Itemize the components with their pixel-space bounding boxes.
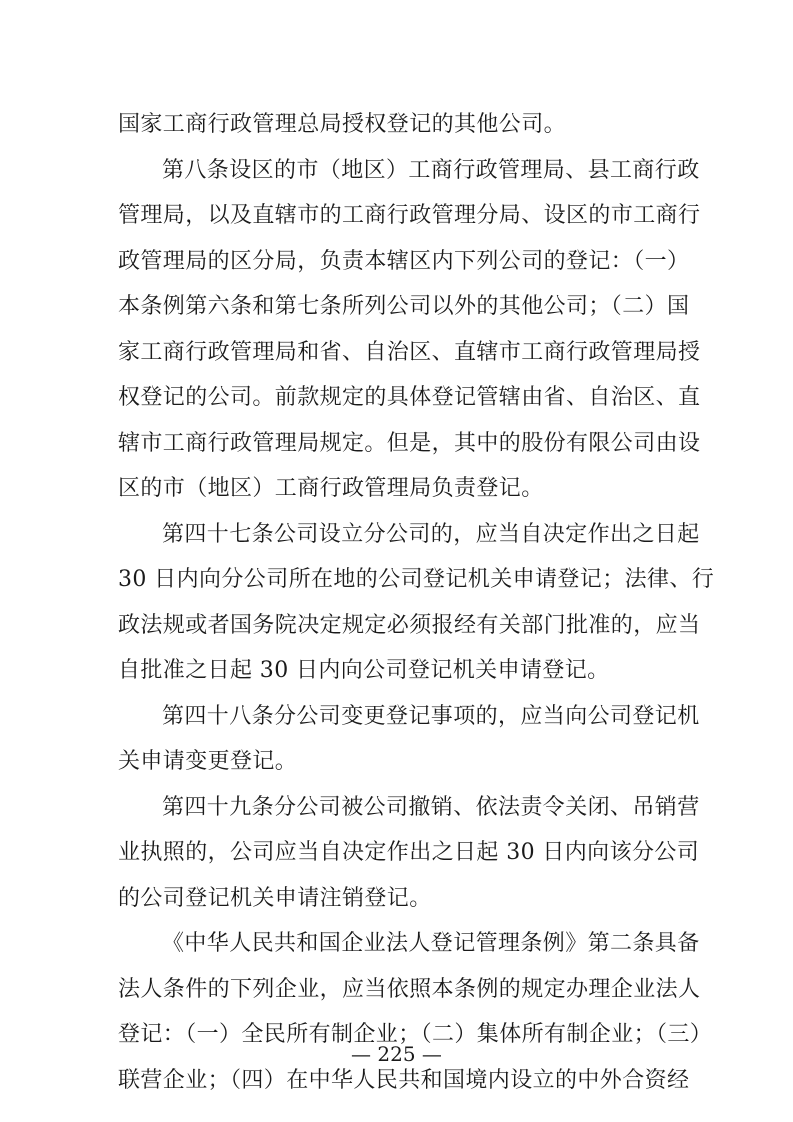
text-line: 《中华人民共和国企业法人登记管理条例》第二条具备: [162, 931, 700, 956]
text-line: 联营企业；（四）在中华人民共和国境内设立的中外合资经: [118, 1067, 690, 1093]
text-line: 管理局，以及直辖市的工商行政管理分局、设区的市工商行: [118, 203, 701, 228]
text-line: 自批准之日起 30 日内向公司登记机关申请登记。: [118, 658, 610, 683]
text-line: 第四十七条公司设立分公司的，应当自决定作出之日起: [162, 521, 700, 547]
page-number: — 225 —: [351, 1042, 442, 1066]
text-line: 登记：（一）全民所有制企业；（二）集体所有制企业；（三）: [118, 1022, 713, 1047]
text-line: 30 日内向分公司所在地的公司登记机关申请登记；法律、行: [118, 567, 715, 592]
body-text: [118, 102, 715, 1103]
text-line: 业执照的，公司应当自决定作出之日起 30 日内向该分公司: [118, 840, 700, 865]
text-line: 法人条件的下列企业，应当依照本条例的规定办理企业法人: [118, 976, 701, 1002]
text-line: 辖市工商行政管理局规定。但是，其中的股份有限公司由设: [118, 430, 701, 456]
text-line: 政法规或者国务院决定规定必须报经有关部门批准的，应当: [118, 612, 701, 638]
text-line: 的公司登记机关申请注销登记。: [118, 885, 432, 911]
text-line: 第四十八条分公司变更登记事项的，应当向公司登记机: [162, 703, 700, 729]
text-line: 关申请变更登记。: [118, 749, 298, 774]
text-line: 政管理局的区分局，负责本辖区内下列公司的登记：（一）: [118, 248, 690, 274]
text-line: 第八条设区的市（地区）工商行政管理局、县工商行政: [162, 157, 700, 183]
text-line: 家工商行政管理局和省、自治区、直辖市工商行政管理局授: [118, 339, 701, 365]
text-line: 权登记的公司。前款规定的具体登记管辖由省、自治区、直: [118, 385, 701, 410]
text-line: 本条例第六条和第七条所列公司以外的其他公司；（二）国: [118, 294, 690, 319]
text-line: 区的市（地区）工商行政管理局负责登记。: [118, 476, 544, 501]
text-line: 国家工商行政管理总局授权登记的其他公司。: [118, 112, 567, 137]
text-line: 第四十九条分公司被公司撤销、依法责令关闭、吊销营: [162, 794, 700, 820]
